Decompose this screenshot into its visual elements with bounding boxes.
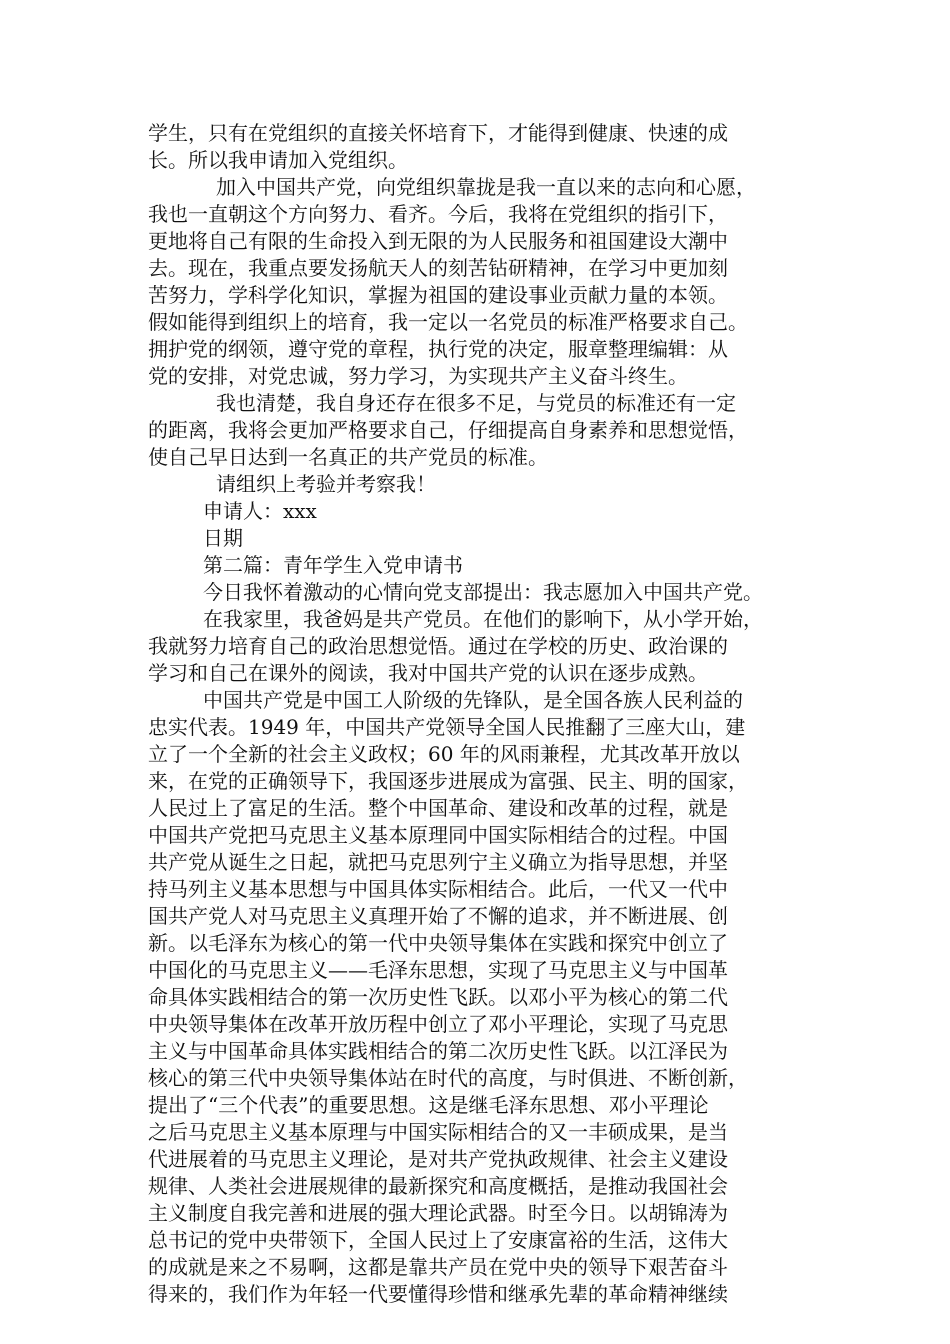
text-line: 规律、人类社会进展规律的最新探究和高度概括，是推动我国社会: [148, 1174, 728, 1198]
text-line: 去。现在，我重点要发扬航天人的刻苦钻研精神，在学习中更加刻: [148, 256, 728, 280]
text-line: 学习和自己在课外的阅读，我对中国共产党的认识在逐步成熟。: [148, 661, 708, 685]
text-line: 来，在党的正确领导下，我国逐步进展成为富强、民主、明的国家，: [148, 769, 748, 793]
text-line: 中央领导集体在改革开放历程中创立了邓小平理论，实现了马克思: [148, 1012, 728, 1036]
paragraph-start: 我也清楚，我自身还存在很多不足，与党员的标准还有一定: [216, 391, 736, 415]
text-line: 中国化的马克思主义——毛泽东思想，实现了马克思主义与中国革: [148, 958, 728, 982]
text-line: 忠实代表。1949 年，中国共产党领导全国人民推翻了三座大山，建: [148, 715, 746, 739]
text-line: 持马列主义基本思想与中国具体实际相结合。此后，一代又一代中: [148, 877, 728, 901]
text-line: 我就努力培育自己的政治思想觉悟。通过在学校的历史、政治课的: [148, 634, 728, 658]
text-line: 主义制度自我完善和进展的强大理论武器。时至今日。以胡锦涛为: [148, 1201, 728, 1225]
text-line: 更地将自己有限的生命投入到无限的为人民服务和祖国建设大潮中: [148, 229, 728, 253]
text-line: 拥护党的纲领，遵守党的章程，执行党的决定，服章整理编辑：从: [148, 337, 728, 361]
text-line: 人民过上了富足的生活。整个中国革命、建设和改革的过程，就是: [148, 796, 728, 820]
date-label: 日期: [203, 526, 243, 550]
text-line: 总书记的党中央带领下，全国人民过上了安康富裕的生活，这伟大: [148, 1228, 728, 1252]
text-line: 学生，只有在党组织的直接关怀培育下，才能得到健康、快速的成: [148, 121, 728, 145]
text-line: 假如能得到组织上的培育，我一定以一名党员的标准严格要求自己。: [148, 310, 748, 334]
closing-request: 请组织上考验并考察我！: [216, 472, 436, 496]
text-line: 核心的第三代中央领导集体站在时代的高度，与时俱进、不断创新，: [148, 1066, 748, 1090]
text-line: 长。所以我申请加入党组织。: [148, 148, 408, 172]
text-line: 立了一个全新的社会主义政权；60 年的风雨兼程，尤其改革开放以: [148, 742, 740, 766]
document-body: [148, 120, 830, 1308]
paragraph-start: 在我家里，我爸妈是共产党员。在他们的影响下，从小学开始，: [203, 607, 763, 631]
text-line: 命具体实践相结合的第一次历史性飞跃。以邓小平为核心的第二代: [148, 985, 728, 1009]
text-line: 国共产党人对马克思主义真理开始了不懈的追求，并不断进展、创: [148, 904, 728, 928]
text-line: 新。以毛泽东为核心的第一代中央领导集体在实践和探究中创立了: [148, 931, 728, 955]
applicant-signature: 申请人：xxx: [203, 499, 317, 523]
text-line: 代进展着的马克思主义理论，是对共产党执政规律、社会主义建设: [148, 1147, 728, 1171]
text-line: 使自己早日达到一名真正的共产党员的标准。: [148, 445, 548, 469]
text-line: 提出了“三个代表”的重要思想。这是继毛泽东思想、邓小平理论: [148, 1093, 709, 1117]
text-line: 党的安排，对党忠诚，努力学习，为实现共产主义奋斗终生。: [148, 364, 688, 388]
text-line: 得来的，我们作为年轻一代要懂得珍惜和继承先辈的革命精神继续: [148, 1282, 728, 1306]
paragraph-start: 中国共产党是中国工人阶级的先锋队，是全国各族人民利益的: [203, 688, 743, 712]
text-line: 苦努力，学科学化知识，掌握为祖国的建设事业贡献力量的本领。: [148, 283, 728, 307]
text-line: 共产党从诞生之日起，就把马克思列宁主义确立为指导思想，并坚: [148, 850, 728, 874]
text-line: 我也一直朝这个方向努力、看齐。今后，我将在党组织的指引下，: [148, 202, 728, 226]
paragraph-start: 加入中国共产党，向党组织靠拢是我一直以来的志向和心愿，: [216, 175, 756, 199]
text-line: 主义与中国革命具体实践相结合的第二次历史性飞跃。以江泽民为: [148, 1039, 728, 1063]
text-line: 中国共产党把马克思主义基本原理同中国实际相结合的过程。中国: [148, 823, 728, 847]
text-line: 之后马克思主义基本原理与中国实际相结合的又一丰硕成果，是当: [148, 1120, 728, 1144]
section-heading: 第二篇：青年学生入党申请书: [203, 553, 463, 577]
text-line: 的距离，我将会更加严格要求自己，仔细提高自身素养和思想觉悟，: [148, 418, 748, 442]
paragraph-start: 今日我怀着激动的心情向党支部提出：我志愿加入中国共产党。: [203, 580, 763, 604]
text-line: 的成就是来之不易啊，这都是靠共产员在党中央的领导下艰苦奋斗: [148, 1255, 728, 1279]
